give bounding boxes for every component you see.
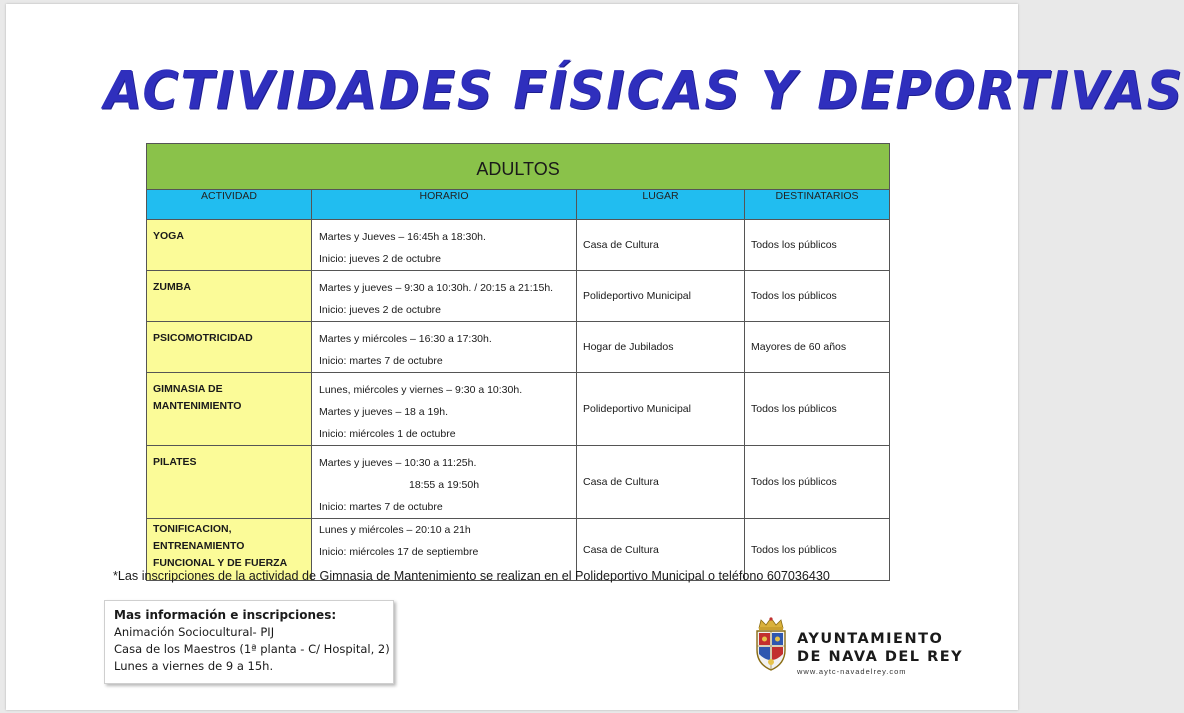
schedule-cell: Martes y jueves – 10:30 a 11:25h. 18:55 a 19:50h Inicio: martes 7 de octubre xyxy=(312,446,577,519)
activities-table xyxy=(146,143,890,581)
table-banner: ADULTOS xyxy=(147,144,890,190)
schedule-cell: Martes y jueves – 9:30 a 10:30h. / 20:15 a 21:15h. Inicio: jueves 2 de octubre xyxy=(312,271,577,322)
schedule-cell: Lunes, miércoles y viernes – 9:30 a 10:30h. Martes y jueves – 18 a 19h. Inicio: miércoles 1 de octubre xyxy=(312,373,577,446)
town-hall-logo xyxy=(751,616,964,680)
table-row xyxy=(147,446,890,519)
coat-of-arms-icon xyxy=(751,616,791,672)
place-cell: Polideportivo Municipal xyxy=(577,271,745,322)
column-header-destinatarios: DESTINATARIOS xyxy=(745,190,890,220)
audience-cell: Todos los públicos xyxy=(745,220,890,271)
place-cell: Casa de Cultura xyxy=(577,446,745,519)
table-row xyxy=(147,271,890,322)
page-title: ACTIVIDADES FÍSICAS Y DEPORTIVAS xyxy=(104,60,1184,122)
activity-name: YOGA xyxy=(147,220,312,271)
logo-url: www.aytc-navadelrey.com xyxy=(797,667,907,676)
audience-cell: Todos los públicos xyxy=(745,271,890,322)
table-row xyxy=(147,220,890,271)
audience-cell: Todos los públicos xyxy=(745,446,890,519)
logo-text-line2: DE NAVA DEL REY xyxy=(797,649,964,665)
place-cell: Casa de Cultura xyxy=(577,220,745,271)
logo-text-line1: AYUNTAMIENTO xyxy=(797,631,944,647)
audience-cell: Todos los públicos xyxy=(745,519,890,581)
activity-name: ZUMBA xyxy=(147,271,312,322)
column-header-actividad: ACTIVIDAD xyxy=(147,190,312,220)
activity-name: PSICOMOTRICIDAD xyxy=(147,322,312,373)
activity-name: PILATES xyxy=(147,446,312,519)
info-box xyxy=(104,600,394,684)
activity-name: TONIFICACION, ENTRENAMIENTO FUNCIONAL Y DE FUERZA xyxy=(147,519,312,581)
schedule-cell: Martes y miércoles – 16:30 a 17:30h. Inicio: martes 7 de octubre xyxy=(312,322,577,373)
registration-note: *Las inscripciones de la actividad de Gimnasia de Mantenimiento se realizan en el Polideportivo Municipal o teléfono 607036430 xyxy=(113,569,830,583)
flyer-page xyxy=(6,4,1184,710)
place-cell: Hogar de Jubilados xyxy=(577,322,745,373)
schedule-cell: Martes y Jueves – 16:45h a 18:30h. Inicio: jueves 2 de octubre xyxy=(312,220,577,271)
info-line: Animación Sociocultural- PIJ xyxy=(114,625,275,639)
audience-cell: Todos los públicos xyxy=(745,373,890,446)
audience-cell: Mayores de 60 años xyxy=(745,322,890,373)
info-title: Mas información e inscripciones: xyxy=(114,608,337,622)
column-header-horario: HORARIO xyxy=(312,190,577,220)
table-row xyxy=(147,322,890,373)
place-cell: Casa de Cultura xyxy=(577,519,745,581)
table-header-row xyxy=(147,190,890,220)
schedule-cell: Lunes y miércoles – 20:10 a 21h Inicio: miércoles 17 de septiembre xyxy=(312,519,577,581)
place-cell: Polideportivo Municipal xyxy=(577,373,745,446)
info-line: Casa de los Maestros (1ª planta - C/ Hospital, 2) xyxy=(114,642,390,656)
column-header-lugar: LUGAR xyxy=(577,190,745,220)
info-line: Lunes a viernes de 9 a 15h. xyxy=(114,659,274,673)
activity-name: GIMNASIA DE MANTENIMIENTO xyxy=(147,373,312,446)
table-row xyxy=(147,373,890,446)
